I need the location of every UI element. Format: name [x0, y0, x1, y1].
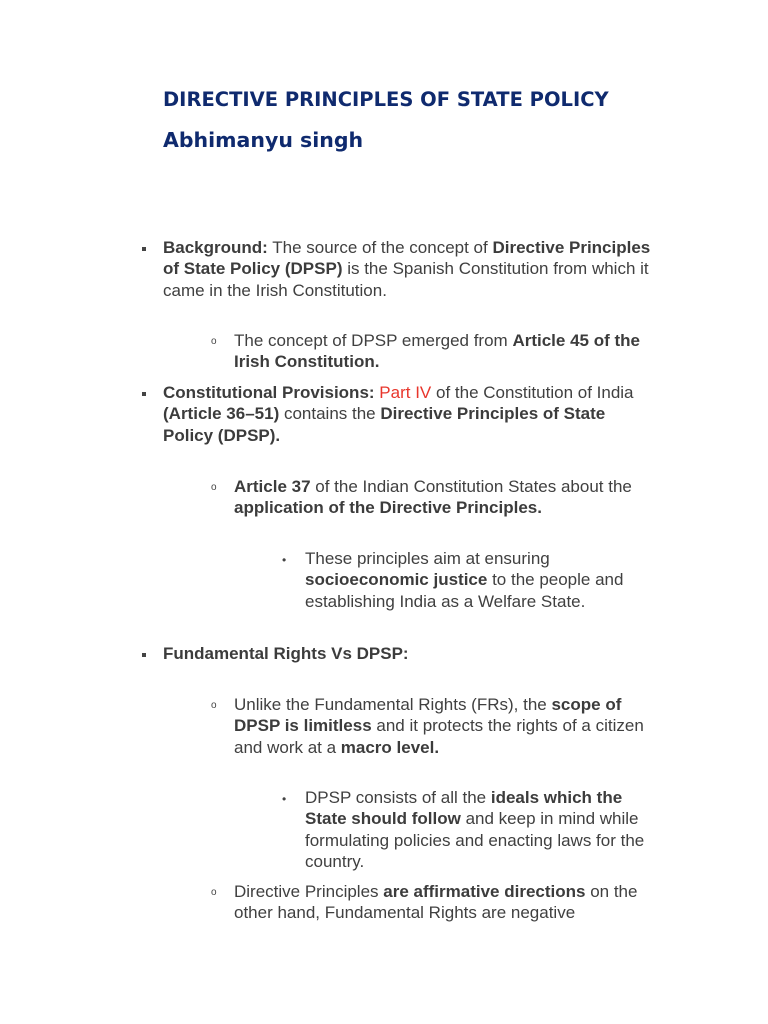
text-span: These principles aim at ensuring — [305, 549, 550, 568]
paragraph-article-37 — [234, 476, 654, 519]
text-span: contains the — [279, 404, 381, 424]
bold-span: macro level. — [340, 737, 440, 757]
text-span: DPSP consists of all the — [305, 788, 491, 807]
document-title: DIRECTIVE PRINCIPLES OF STATE POLICY — [163, 88, 609, 111]
circle-bullet-icon: o — [211, 336, 217, 347]
bold-span: Directive Principles of State Policy (DPSP). — [163, 404, 606, 445]
circle-bullet-icon: o — [211, 887, 217, 898]
circle-bullet-icon: o — [211, 482, 217, 493]
bold-span: (Article 36–51) — [163, 404, 280, 424]
text-span: is the Spanish Constitution from which it came in the Irish Constitution. — [163, 259, 649, 300]
paragraph-constitutional-provisions — [163, 382, 653, 446]
bold-span: Article 45 of the Irish Constitution. — [234, 331, 640, 372]
bold-span: ideals which the State should follow — [305, 788, 623, 829]
paragraph-affirmative-directions — [234, 881, 654, 924]
dot-bullet-icon: • — [282, 792, 287, 806]
part-iv-highlight: Part IV — [379, 383, 432, 402]
dot-bullet-icon: • — [282, 553, 287, 567]
text-span: The source of the concept of — [267, 238, 493, 257]
bold-span: application of the Directive Principles. — [234, 498, 542, 518]
paragraph-background — [163, 237, 653, 301]
square-bullet-icon — [142, 392, 146, 396]
document-author: Abhimanyu singh — [163, 128, 364, 152]
paragraph-socioeconomic-justice — [305, 548, 655, 612]
bold-span: scope of DPSP is limitless — [234, 695, 622, 736]
paragraph-state-ideals — [305, 787, 655, 872]
background-label: Background: — [163, 238, 268, 257]
square-bullet-icon — [142, 653, 146, 657]
paragraph-fr-vs-dpsp — [163, 643, 653, 664]
bold-span: Article 37 — [234, 477, 311, 496]
paragraph-article-45 — [234, 330, 654, 373]
bold-span: socioeconomic justice — [305, 570, 488, 590]
paragraph-scope-of-dpsp — [234, 694, 654, 758]
text-span: on the other hand, Fundamental Rights are negative — [234, 882, 638, 923]
provisions-label: Constitutional Provisions: — [163, 383, 380, 402]
bold-span: are affirmative directions — [383, 882, 586, 901]
text-span: and it protects the rights of a citizen and work at a — [234, 716, 644, 757]
fr-vs-dpsp-label: Fundamental Rights Vs DPSP: — [163, 644, 409, 663]
text-span: to the people and establishing India as a Welfare State. — [305, 570, 624, 611]
square-bullet-icon — [142, 247, 146, 251]
text-span: of the Constitution of India — [431, 383, 634, 402]
text-span: and keep in mind while formulating policies and enacting laws for the country. — [305, 809, 645, 871]
text-span: The concept of DPSP emerged from — [234, 331, 513, 350]
text-span: of the Indian Constitution States about the — [310, 477, 632, 496]
text-span: Directive Principles — [234, 882, 384, 901]
bold-span: Directive Principles of State Policy (DPSP) — [163, 238, 651, 279]
circle-bullet-icon: o — [211, 700, 217, 711]
text-span: Unlike the Fundamental Rights (FRs), the — [234, 695, 552, 714]
